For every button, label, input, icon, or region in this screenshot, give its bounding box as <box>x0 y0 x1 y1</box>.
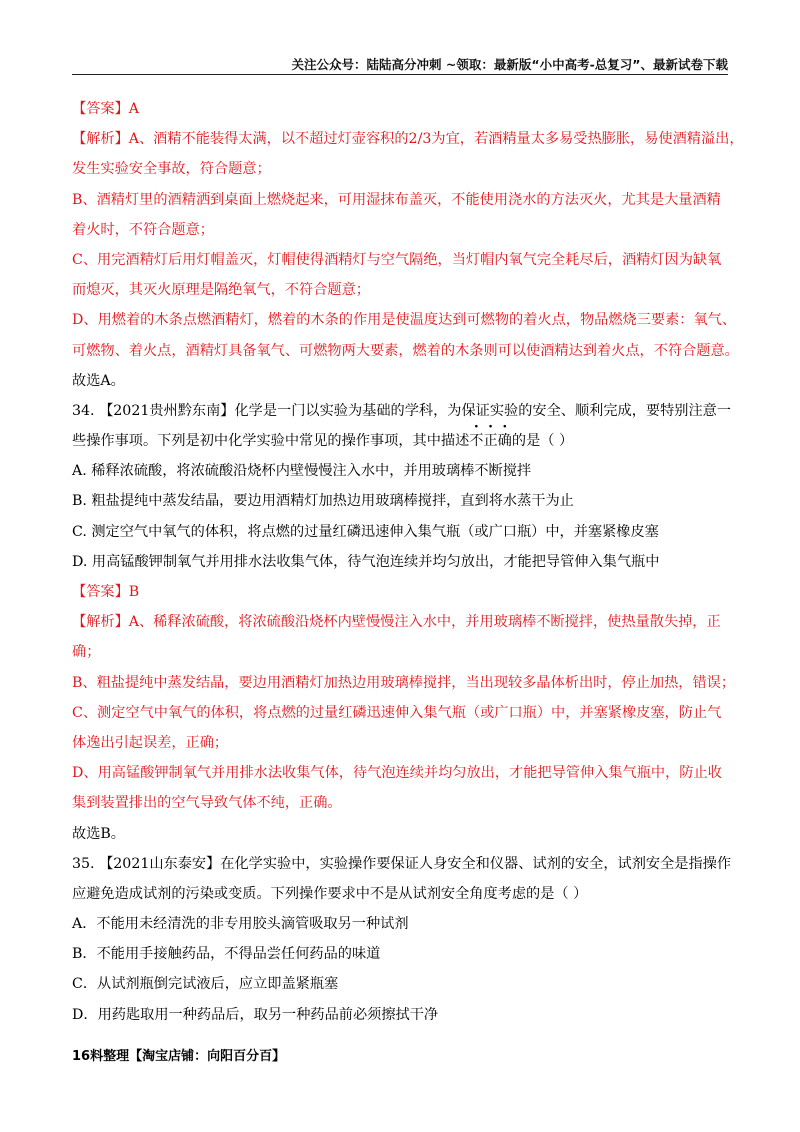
q34-analysis-line: D、用高锰酸钾制氧气并用排水法收集气体，待气泡连续并均匀放出，才能把导管伸入集气瓶中，防止收 <box>72 765 722 782</box>
q34-stem: 34. 【2021贵州黔东南】化学是一门以实验为基础的学科，为保证实验的安全、顺利完成，要特别注意一 <box>72 402 732 419</box>
page-content <box>72 94 744 1030</box>
emphasis-char: 确 <box>497 433 512 450</box>
q33-analysis-line: 【解析】A、酒精不能装得太满，以不超过灯壶容积的2/3为宜，若酒精量太多易受热膨胀，易使酒精溢出， <box>72 131 744 148</box>
emphasis-char: 不 <box>469 433 484 450</box>
q33-analysis-line: C、用完酒精灯后用灯帽盖灭，灯帽使得酒精灯与空气隔绝，当灯帽内氧气完全耗尽后，酒精灯因为缺氧 <box>72 251 722 268</box>
q34-stem-text: 的是（ ） <box>511 433 574 450</box>
q34-analysis-line: 体逸出引起误差，正确； <box>72 734 229 751</box>
q35-option-c: C．从试剂瓶倒完试液后，应立即盖紧瓶塞 <box>72 976 339 993</box>
q35-option-a: A．不能用未经清洗的非专用胶头滴管吸取另一种试剂 <box>72 916 409 933</box>
q34-analysis-line: 集到装置排出的空气导致气体不纯，正确。 <box>72 795 342 812</box>
q34-option-c: C. 测定空气中氧气的体积，将点燃的过量红磷迅速伸入集气瓶（或广口瓶）中，并塞紧橡皮塞 <box>72 523 659 540</box>
q35-stem: 35. 【2021山东泰安】在化学实验中，实验操作要保证人身安全和仪器、试剂的安全，试剂安全是指操作 <box>72 855 732 872</box>
q34-option-b: B. 粗盐提纯中蒸发结晶，要边用酒精灯加热边用玻璃棒搅拌，直到将水蒸干为止 <box>72 493 574 510</box>
q34-analysis-line: C、测定空气中氧气的体积，将点燃的过量红磷迅速伸入集气瓶（或广口瓶）中，并塞紧橡皮塞，防止气 <box>72 704 722 721</box>
q34-analysis-line: B、粗盐提纯中蒸发结晶，要边用酒精灯加热边用玻璃棒搅拌，当出现较多晶体析出时，停止加热，错误； <box>72 674 736 691</box>
emphasis-char: 正 <box>483 433 498 450</box>
q35-option-d: D．用药匙取用一种药品后，取另一种药品前必须擦拭干净 <box>72 1006 439 1023</box>
q34-analysis-line: 确； <box>72 644 101 661</box>
q35-stem: 应避免造成试剂的污染或变质。下列操作要求中不是从试剂安全角度考虑的是（ ） <box>72 885 588 902</box>
q33-analysis-line: B、酒精灯里的酒精洒到桌面上燃烧起来，可用湿抹布盖灭，不能使用浇水的方法灭火，尤其是大量酒精 <box>72 191 721 208</box>
q35-option-b: B．不能用手接触药品，不得品尝任何药品的味道 <box>72 946 381 963</box>
page-footer: 16料整理【淘宝店铺：向阳百分百】 <box>72 1049 286 1064</box>
q34-analysis-line: 【解析】A、稀释浓硫酸，将浓硫酸沿烧杯内壁慢慢注入水中，并用玻璃棒不断搅拌，使热量散失掉，正 <box>72 614 721 631</box>
q34-stem-text: 些操作事项。下列是初中化学实验中常见的操作事项，其中描述 <box>72 433 470 450</box>
q33-conclusion: 故选A。 <box>72 372 125 389</box>
q34-option-d: D. 用高锰酸钾制氧气并用排水法收集气体，待气泡连续并均匀放出，才能把导管伸入集气瓶中 <box>72 553 660 570</box>
q33-analysis-line: 可燃物、着火点，酒精灯具备氧气、可燃物两大要素，燃着的木条则可以使酒精达到着火点，不符合题意。 <box>72 342 739 359</box>
q33-analysis-line: 着火时，不符合题意； <box>72 221 214 238</box>
header-divider <box>72 74 728 75</box>
q33-answer: 【答案】A <box>72 101 139 117</box>
q34-option-a: A. 稀释浓硫酸，将浓硫酸沿烧杯内壁慢慢注入水中，并用玻璃棒不断搅拌 <box>72 463 532 480</box>
q33-analysis-line: 发生实验安全事故，符合题意； <box>72 161 271 178</box>
q34-stem <box>72 426 730 456</box>
q33-analysis-line: D、用燃着的木条点燃酒精灯，燃着的木条的作用是使温度达到可燃物的着火点，物品燃烧三要素：氧气、 <box>72 312 737 329</box>
q33-analysis-line: 而熄灭，其灭火原理是隔绝氧气，不符合题意； <box>72 282 370 299</box>
q34-answer: 【答案】B <box>72 584 140 600</box>
q34-conclusion: 故选B。 <box>72 825 125 842</box>
page-header: 关注公众号：陆陆高分冲刺 ~领取：最新版“小中高考-总复习”、最新试卷下载 <box>291 57 728 72</box>
